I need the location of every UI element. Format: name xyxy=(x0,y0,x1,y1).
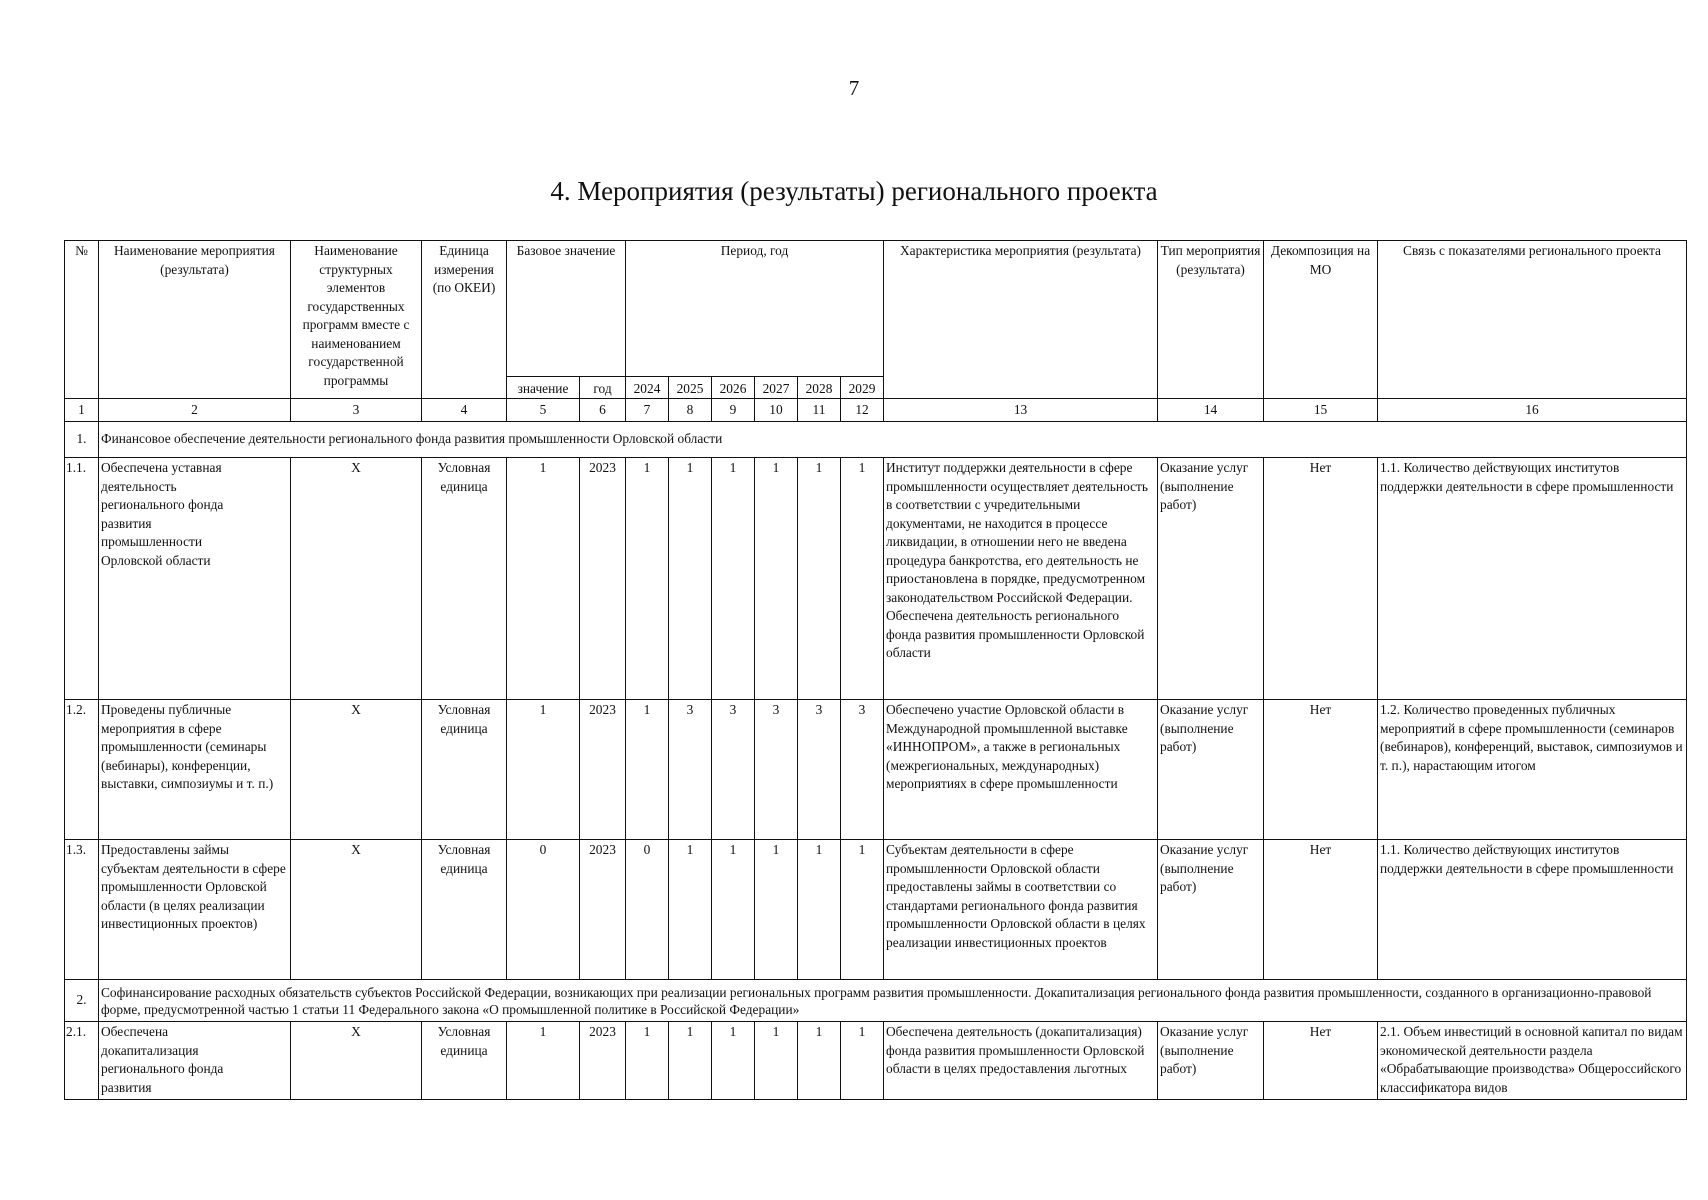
row-unit: Условная единица xyxy=(422,1022,507,1100)
row-year-value: 1 xyxy=(626,1022,669,1100)
row-year-value: 1 xyxy=(798,1022,841,1100)
row-type: Оказание услуг (выполнение работ) xyxy=(1158,458,1264,700)
section-title: Финансовое обеспечение деятельности регионального фонда развития промышленности Орловской области xyxy=(99,422,1687,458)
row-name: Обеспечена уставная деятельность регионального фонда развития промышленности Орловской области xyxy=(99,458,291,700)
column-number: 16 xyxy=(1378,399,1687,422)
header-year: 2024 xyxy=(626,377,669,399)
row-year-value: 1 xyxy=(841,840,884,980)
column-number: 15 xyxy=(1264,399,1378,422)
row-num: 2.1. xyxy=(65,1022,99,1100)
row-base-value: 1 xyxy=(507,700,580,840)
header-base-year: год xyxy=(580,377,626,399)
row-base-value: 0 xyxy=(507,840,580,980)
section-title: Софинансирование расходных обязательств субъектов Российской Федерации, возникающих при реализации региональных программ развития промышленности. Докапитализация регионального фонда развития промышленности, созданного в организационно-правовой форме, предусмотренной частью 1 статьи 11 Федерального закона «О промышленной политике в Российской Федерации» xyxy=(99,980,1687,1022)
header-link: Связь с показателями регионального проекта xyxy=(1378,241,1687,399)
column-number: 2 xyxy=(99,399,291,422)
row-name: Проведены публичные мероприятия в сфере промышленности (семинары (вебинары), конференции, выставки, симпозиумы и т. п.) xyxy=(99,700,291,840)
row-base-year: 2023 xyxy=(580,458,626,700)
row-year-value: 1 xyxy=(669,458,712,700)
header-year: 2026 xyxy=(712,377,755,399)
header-struct: Наименование структурных элементов государственных программ вместе с наименованием государственной программы xyxy=(291,241,422,399)
column-number: 6 xyxy=(580,399,626,422)
column-number: 10 xyxy=(755,399,798,422)
row-type: Оказание услуг (выполнение работ) xyxy=(1158,700,1264,840)
row-decomp: Нет xyxy=(1264,458,1378,700)
row-struct: Х xyxy=(291,458,422,700)
column-number: 1 xyxy=(65,399,99,422)
header-base-value: значение xyxy=(507,377,580,399)
header-unit: Единица измерения (по ОКЕИ) xyxy=(422,241,507,399)
row-year-value: 1 xyxy=(626,700,669,840)
section-num: 2. xyxy=(65,980,99,1022)
row-year-value: 1 xyxy=(669,1022,712,1100)
header-row xyxy=(65,241,1687,377)
row-name: Предоставлены займы субъектам деятельности в сфере промышленности Орловской области (в целях реализации инвестиционных проектов) xyxy=(99,840,291,980)
row-year-value: 3 xyxy=(755,700,798,840)
row-unit: Условная единица xyxy=(422,700,507,840)
row-struct: Х xyxy=(291,1022,422,1100)
row-year-value: 1 xyxy=(841,1022,884,1100)
row-type: Оказание услуг (выполнение работ) xyxy=(1158,1022,1264,1100)
row-struct: Х xyxy=(291,840,422,980)
row-num: 1.3. xyxy=(65,840,99,980)
row-link: 2.1. Объем инвестиций в основной капитал по видам экономической деятельности раздела «Обрабатывающие производства» Общероссийского классификатора видов xyxy=(1378,1022,1687,1100)
header-name: Наименование мероприятия (результата) xyxy=(99,241,291,399)
row-unit: Условная единица xyxy=(422,840,507,980)
table-row xyxy=(65,840,1687,980)
row-name: Обеспечена докапитализация регионального фонда развития xyxy=(99,1022,291,1100)
row-link: 1.1. Количество действующих институтов поддержки деятельности в сфере промышленности xyxy=(1378,458,1687,700)
table-row xyxy=(65,700,1687,840)
section-row xyxy=(65,422,1687,458)
row-base-year: 2023 xyxy=(580,840,626,980)
column-number: 14 xyxy=(1158,399,1264,422)
column-number: 8 xyxy=(669,399,712,422)
column-number: 9 xyxy=(712,399,755,422)
header-num: № xyxy=(65,241,99,399)
row-num: 1.1. xyxy=(65,458,99,700)
column-number: 4 xyxy=(422,399,507,422)
row-year-value: 1 xyxy=(755,1022,798,1100)
column-number-row xyxy=(65,399,1687,422)
column-number: 11 xyxy=(798,399,841,422)
row-characteristic: Субъектам деятельности в сфере промышленности Орловской области предоставлены займы в соответствии со стандартами регионального фонда развития промышленности Орловской области в целях реализации инвестиционных проектов xyxy=(884,840,1158,980)
table-row xyxy=(65,458,1687,700)
row-num: 1.2. xyxy=(65,700,99,840)
row-base-value: 1 xyxy=(507,1022,580,1100)
header-period: Период, год xyxy=(626,241,884,377)
row-year-value: 1 xyxy=(755,458,798,700)
section-row xyxy=(65,980,1687,1022)
row-link: 1.1. Количество действующих институтов поддержки деятельности в сфере промышленности xyxy=(1378,840,1687,980)
row-year-value: 1 xyxy=(669,840,712,980)
header-decomp: Декомпозиция на МО xyxy=(1264,241,1378,399)
results-table xyxy=(64,240,1687,1100)
row-decomp: Нет xyxy=(1264,1022,1378,1100)
column-number: 3 xyxy=(291,399,422,422)
row-year-value: 3 xyxy=(841,700,884,840)
header-base: Базовое значение xyxy=(507,241,626,377)
row-year-value: 1 xyxy=(798,840,841,980)
column-number: 5 xyxy=(507,399,580,422)
row-link: 1.2. Количество проведенных публичных мероприятий в сфере промышленности (семинаров (вебинаров), конференций, выставок, симпозиумов и т. п.), нарастающим итогом xyxy=(1378,700,1687,840)
header-type: Тип мероприятия (результата) xyxy=(1158,241,1264,399)
row-year-value: 1 xyxy=(626,458,669,700)
row-characteristic: Обеспечено участие Орловской области в Международной промышленной выставке «ИННОПРОМ», а также в региональных (межрегиональных, международных) мероприятиях в сфере промышленности xyxy=(884,700,1158,840)
row-year-value: 3 xyxy=(798,700,841,840)
row-base-value: 1 xyxy=(507,458,580,700)
row-year-value: 3 xyxy=(712,700,755,840)
column-number: 12 xyxy=(841,399,884,422)
row-year-value: 1 xyxy=(798,458,841,700)
header-year: 2025 xyxy=(669,377,712,399)
row-year-value: 1 xyxy=(712,840,755,980)
header-year: 2028 xyxy=(798,377,841,399)
page-number: 7 xyxy=(848,76,860,100)
row-year-value: 1 xyxy=(841,458,884,700)
row-year-value: 1 xyxy=(712,1022,755,1100)
row-characteristic: Институт поддержки деятельности в сфере промышленности осуществляет деятельность в соответствии с учредительными документами, не находится в процессе ликвидации, в отношении него не введена процедура банкротства, его деятельность не приостановлена в порядке, предусмотренном законодательством Российской Федерации. Обеспечена деятельность регионального фонда развития промышленности Орловской области xyxy=(884,458,1158,700)
row-type: Оказание услуг (выполнение работ) xyxy=(1158,840,1264,980)
table-row xyxy=(65,1022,1687,1100)
row-struct: Х xyxy=(291,700,422,840)
header-characteristic: Характеристика мероприятия (результата) xyxy=(884,241,1158,399)
header-year: 2027 xyxy=(755,377,798,399)
row-year-value: 0 xyxy=(626,840,669,980)
row-base-year: 2023 xyxy=(580,700,626,840)
row-year-value: 1 xyxy=(755,840,798,980)
section-num: 1. xyxy=(65,422,99,458)
row-year-value: 1 xyxy=(712,458,755,700)
row-decomp: Нет xyxy=(1264,700,1378,840)
header-year: 2029 xyxy=(841,377,884,399)
row-unit: Условная единица xyxy=(422,458,507,700)
row-characteristic: Обеспечена деятельность (докапитализация) фонда развития промышленности Орловской области в целях предоставления льготных xyxy=(884,1022,1158,1100)
column-number: 13 xyxy=(884,399,1158,422)
page-title: 4. Мероприятия (результаты) регионального проекта xyxy=(550,176,1158,206)
row-base-year: 2023 xyxy=(580,1022,626,1100)
column-number: 7 xyxy=(626,399,669,422)
row-decomp: Нет xyxy=(1264,840,1378,980)
row-year-value: 3 xyxy=(669,700,712,840)
